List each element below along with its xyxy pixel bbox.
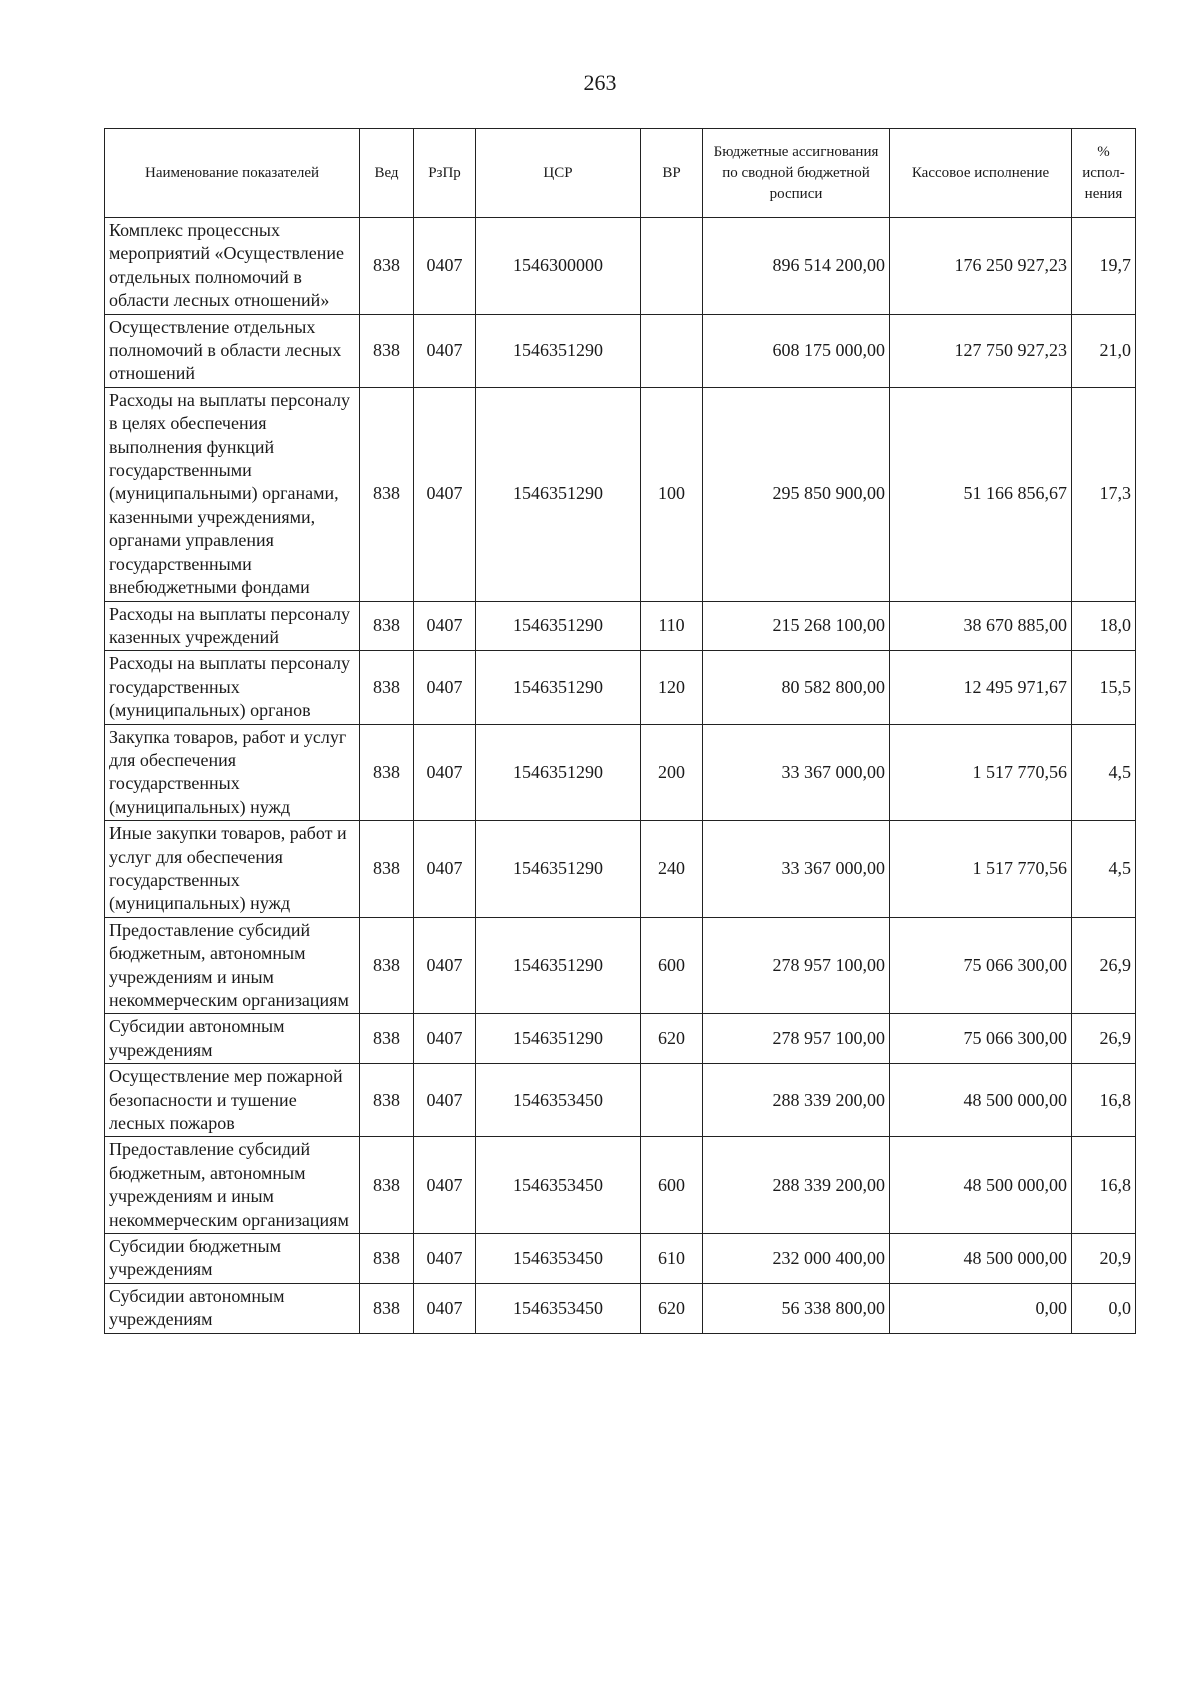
- budget-execution-table: [104, 128, 1136, 1334]
- cell-name: Субсидии автономным учреждениям: [105, 1014, 360, 1064]
- cell-rzpr: 0407: [414, 1064, 476, 1137]
- cell-pct: 16,8: [1072, 1064, 1136, 1137]
- cell-cash: 1 517 770,56: [890, 821, 1072, 918]
- cell-name: Иные закупки товаров, работ и услуг для обеспечения государственных (муниципальных) нужд: [105, 821, 360, 918]
- header-csr: ЦСР: [476, 129, 641, 218]
- table-row: [105, 917, 1136, 1014]
- cell-vr: 120: [641, 651, 703, 724]
- cell-rzpr: 0407: [414, 651, 476, 724]
- cell-name: Предоставление субсидий бюджетным, автономным учреждениям и иным некоммерческим организациям: [105, 917, 360, 1014]
- cell-csr: 1546351290: [476, 724, 641, 821]
- table-row: [105, 314, 1136, 387]
- cell-name: Комплекс процессных мероприятий «Осуществление отдельных полномочий в области лесных отношений»: [105, 218, 360, 315]
- cell-vr: 100: [641, 387, 703, 601]
- table-row: [105, 601, 1136, 651]
- cell-vr: 620: [641, 1014, 703, 1064]
- cell-vr: 240: [641, 821, 703, 918]
- cell-name: Осуществление отдельных полномочий в области лесных отношений: [105, 314, 360, 387]
- cell-rzpr: 0407: [414, 314, 476, 387]
- cell-rzpr: 0407: [414, 218, 476, 315]
- table-row: [105, 387, 1136, 601]
- cell-vr: 110: [641, 601, 703, 651]
- header-rzpr: РзПр: [414, 129, 476, 218]
- cell-ved: 838: [360, 1014, 414, 1064]
- cell-rzpr: 0407: [414, 387, 476, 601]
- table-row: [105, 1234, 1136, 1284]
- cell-ved: 838: [360, 218, 414, 315]
- cell-pct: 17,3: [1072, 387, 1136, 601]
- header-vr: ВР: [641, 129, 703, 218]
- cell-cash: 12 495 971,67: [890, 651, 1072, 724]
- cell-budget: 33 367 000,00: [703, 724, 890, 821]
- cell-vr: 620: [641, 1283, 703, 1333]
- cell-vr: 600: [641, 917, 703, 1014]
- cell-budget: 295 850 900,00: [703, 387, 890, 601]
- cell-budget: 896 514 200,00: [703, 218, 890, 315]
- cell-pct: 26,9: [1072, 917, 1136, 1014]
- cell-cash: 0,00: [890, 1283, 1072, 1333]
- cell-csr: 1546351290: [476, 1014, 641, 1064]
- cell-name: Субсидии автономным учреждениям: [105, 1283, 360, 1333]
- cell-rzpr: 0407: [414, 1137, 476, 1234]
- table-row: [105, 218, 1136, 315]
- cell-vr: 600: [641, 1137, 703, 1234]
- cell-csr: 1546351290: [476, 601, 641, 651]
- cell-csr: 1546353450: [476, 1234, 641, 1284]
- cell-name: Предоставление субсидий бюджетным, автономным учреждениям и иным некоммерческим организациям: [105, 1137, 360, 1234]
- cell-pct: 21,0: [1072, 314, 1136, 387]
- cell-ved: 838: [360, 1064, 414, 1137]
- cell-vr: [641, 218, 703, 315]
- cell-ved: 838: [360, 651, 414, 724]
- cell-budget: 56 338 800,00: [703, 1283, 890, 1333]
- cell-ved: 838: [360, 601, 414, 651]
- cell-cash: 127 750 927,23: [890, 314, 1072, 387]
- cell-name: Расходы на выплаты персоналу в целях обеспечения выполнения функций государственными (муниципальными) органами, казенными учреждениями, органами управления государственными внебюджетными фондами: [105, 387, 360, 601]
- header-cash: Кассовое исполнение: [890, 129, 1072, 218]
- cell-cash: 75 066 300,00: [890, 917, 1072, 1014]
- cell-vr: 200: [641, 724, 703, 821]
- page-number: 263: [583, 70, 617, 95]
- cell-ved: 838: [360, 724, 414, 821]
- cell-rzpr: 0407: [414, 724, 476, 821]
- cell-pct: 26,9: [1072, 1014, 1136, 1064]
- cell-budget: 80 582 800,00: [703, 651, 890, 724]
- cell-rzpr: 0407: [414, 917, 476, 1014]
- cell-ved: 838: [360, 1283, 414, 1333]
- cell-rzpr: 0407: [414, 601, 476, 651]
- cell-cash: 48 500 000,00: [890, 1234, 1072, 1284]
- cell-ved: 838: [360, 917, 414, 1014]
- cell-budget: 608 175 000,00: [703, 314, 890, 387]
- cell-name: Закупка товаров, работ и услуг для обеспечения государственных (муниципальных) нужд: [105, 724, 360, 821]
- header-ved: Вед: [360, 129, 414, 218]
- header-name: Наименование показателей: [105, 129, 360, 218]
- cell-pct: 4,5: [1072, 724, 1136, 821]
- cell-csr: 1546353450: [476, 1137, 641, 1234]
- cell-pct: 19,7: [1072, 218, 1136, 315]
- cell-cash: 48 500 000,00: [890, 1064, 1072, 1137]
- table-row: [105, 1283, 1136, 1333]
- table-row: [105, 821, 1136, 918]
- cell-vr: 610: [641, 1234, 703, 1284]
- cell-budget: 278 957 100,00: [703, 1014, 890, 1064]
- cell-cash: 75 066 300,00: [890, 1014, 1072, 1064]
- table-row: [105, 724, 1136, 821]
- table-header-row: [105, 129, 1136, 218]
- cell-csr: 1546353450: [476, 1283, 641, 1333]
- cell-budget: 232 000 400,00: [703, 1234, 890, 1284]
- cell-budget: 288 339 200,00: [703, 1137, 890, 1234]
- cell-budget: 33 367 000,00: [703, 821, 890, 918]
- cell-pct: 16,8: [1072, 1137, 1136, 1234]
- cell-name: Осуществление мер пожарной безопасности и тушение лесных пожаров: [105, 1064, 360, 1137]
- table-body: [105, 218, 1136, 1334]
- cell-ved: 838: [360, 1234, 414, 1284]
- cell-csr: 1546351290: [476, 387, 641, 601]
- cell-rzpr: 0407: [414, 1234, 476, 1284]
- cell-name: Расходы на выплаты персоналу казенных учреждений: [105, 601, 360, 651]
- cell-cash: 176 250 927,23: [890, 218, 1072, 315]
- cell-rzpr: 0407: [414, 821, 476, 918]
- cell-cash: 1 517 770,56: [890, 724, 1072, 821]
- cell-pct: 4,5: [1072, 821, 1136, 918]
- cell-ved: 838: [360, 821, 414, 918]
- cell-csr: 1546353450: [476, 1064, 641, 1137]
- cell-pct: 0,0: [1072, 1283, 1136, 1333]
- cell-cash: 51 166 856,67: [890, 387, 1072, 601]
- cell-csr: 1546351290: [476, 651, 641, 724]
- cell-ved: 838: [360, 314, 414, 387]
- cell-pct: 18,0: [1072, 601, 1136, 651]
- header-budget: Бюджетные ассигнования по сводной бюджетной росписи: [703, 129, 890, 218]
- cell-rzpr: 0407: [414, 1014, 476, 1064]
- cell-pct: 15,5: [1072, 651, 1136, 724]
- cell-pct: 20,9: [1072, 1234, 1136, 1284]
- cell-ved: 838: [360, 387, 414, 601]
- cell-cash: 38 670 885,00: [890, 601, 1072, 651]
- table-row: [105, 1137, 1136, 1234]
- cell-budget: 288 339 200,00: [703, 1064, 890, 1137]
- cell-budget: 278 957 100,00: [703, 917, 890, 1014]
- cell-name: Расходы на выплаты персоналу государственных (муниципальных) органов: [105, 651, 360, 724]
- header-pct: % испол-нения: [1072, 129, 1136, 218]
- table-row: [105, 1064, 1136, 1137]
- cell-ved: 838: [360, 1137, 414, 1234]
- cell-csr: 1546300000: [476, 218, 641, 315]
- cell-vr: [641, 314, 703, 387]
- table-row: [105, 651, 1136, 724]
- cell-vr: [641, 1064, 703, 1137]
- cell-cash: 48 500 000,00: [890, 1137, 1072, 1234]
- cell-csr: 1546351290: [476, 821, 641, 918]
- cell-csr: 1546351290: [476, 314, 641, 387]
- table-row: [105, 1014, 1136, 1064]
- cell-csr: 1546351290: [476, 917, 641, 1014]
- cell-rzpr: 0407: [414, 1283, 476, 1333]
- cell-budget: 215 268 100,00: [703, 601, 890, 651]
- cell-name: Субсидии бюджетным учреждениям: [105, 1234, 360, 1284]
